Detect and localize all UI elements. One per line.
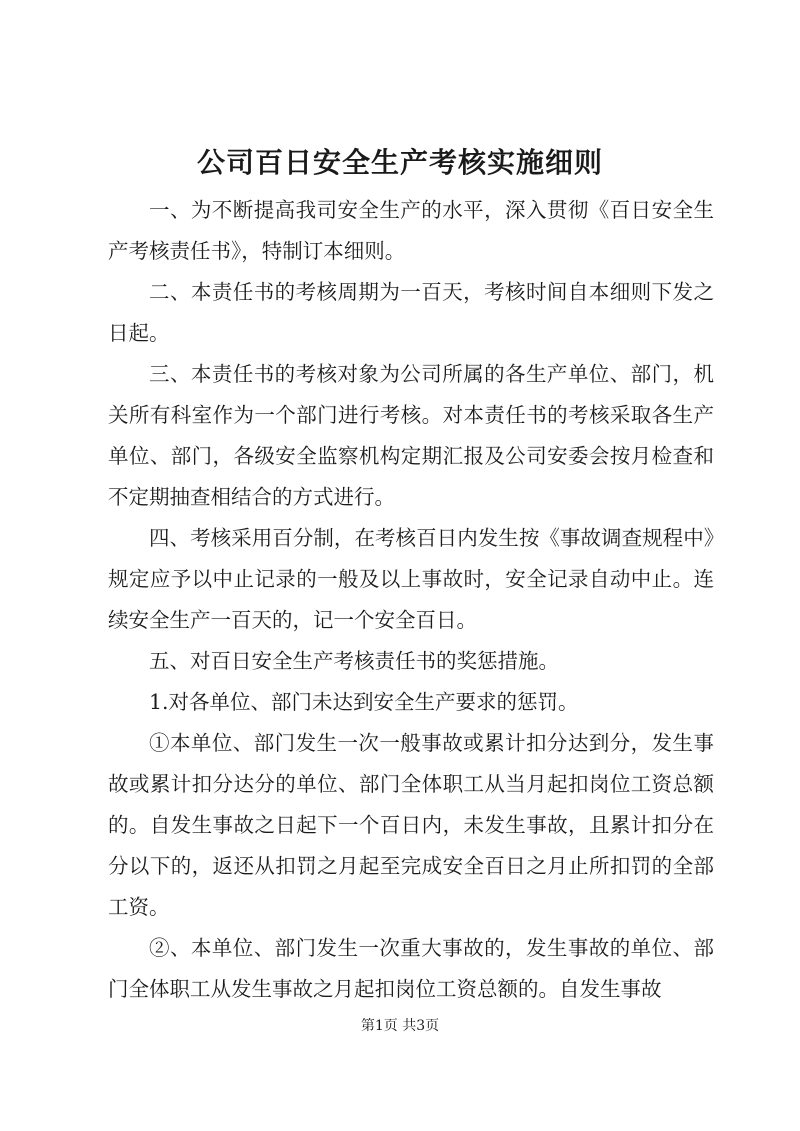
page-title: 公司百日安全生产考核实施细则 <box>196 146 603 179</box>
paragraph-1: 一、为不断提高我司安全生产的水平，深入贯彻《百日安全生产考核责任书》，特制订本细则。 <box>108 198 714 263</box>
paragraph-2: 二、本责任书的考核周期为一百天，考核时间自本细则下发之日起。 <box>108 280 714 345</box>
paragraph-7: ①本单位、部门发生一次一般事故或累计扣分达到分，发生事故或累计扣分达分的单位、部门全体职工从当月起扣岗位工资总额的。自发生事故之日起下一个百日内，未发生事故，且累计扣分在分以下的，返还从扣罚之月起至完成安全百日之月止所扣罚的全部工资。 <box>108 731 714 919</box>
page-footer: 第1页 共3页 <box>360 1018 440 1034</box>
paragraph-6: 1.对各单位、部门未达到安全生产要求的惩罚。 <box>149 690 579 714</box>
paragraph-8: ②、本单位、部门发生一次重大事故的，发生事故的单位、部门全体职工从发生事故之月起扣岗位工资总额的。自发生事故 <box>108 936 714 1001</box>
paragraph-5: 五、对百日安全生产考核责任书的奖惩措施。 <box>149 649 559 673</box>
paragraph-3: 三、本责任书的考核对象为公司所属的各生产单位、部门，机关所有科室作为一个部门进行考核。对本责任书的考核采取各生产单位、部门，各级安全监察机构定期汇报及公司安委会按月检查和不定期抽查相结合的方式进行。 <box>108 362 714 509</box>
paragraph-4: 四、考核采用百分制，在考核百日内发生按《事故调查规程中》规定应予以中止记录的一般及以上事故时，安全记录自动中止。连续安全生产一百天的，记一个安全百日。 <box>108 526 714 632</box>
